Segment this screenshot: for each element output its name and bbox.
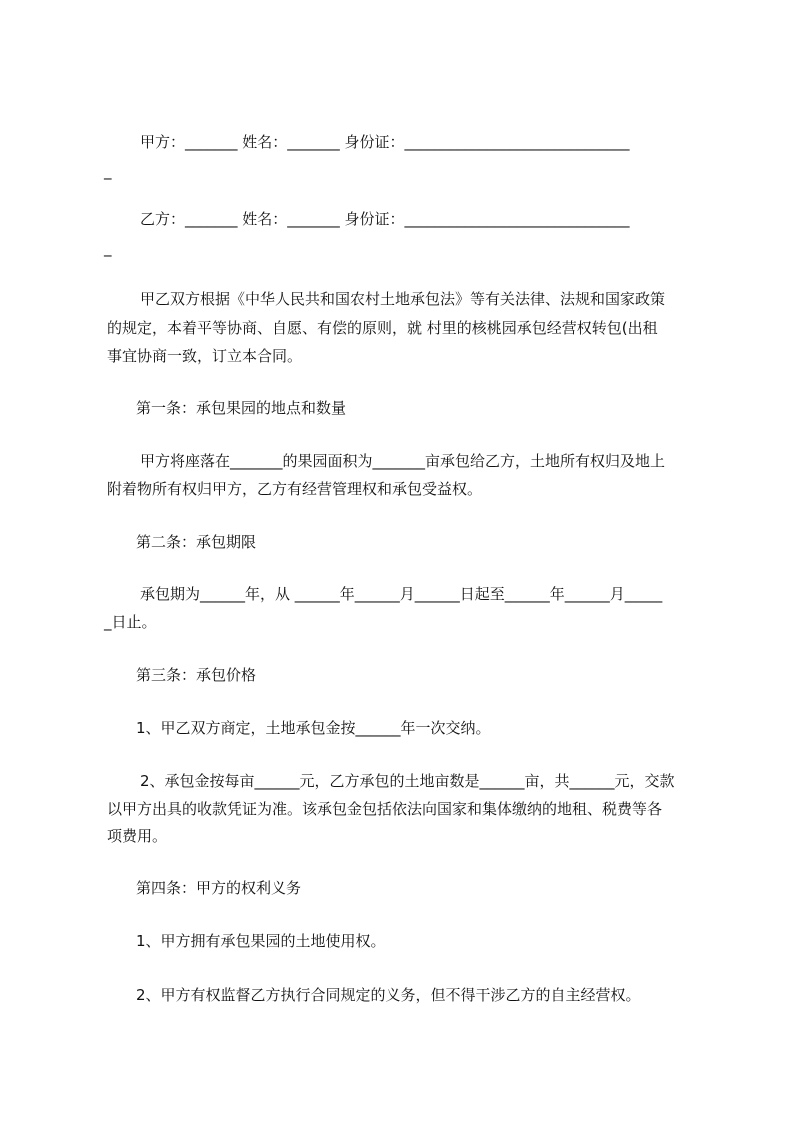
preamble-line-3: 事宜协商一致，订立本合同。 xyxy=(107,347,303,365)
party-b-line-continued: _ xyxy=(104,239,112,257)
article-4-item-1: 1、甲方拥有承包果园的土地使用权。 xyxy=(136,932,386,950)
preamble-line-2: 的规定，本着平等协商、自愿、有偿的原则，就 村里的核桃园承包经营权转包(出租 xyxy=(107,319,658,337)
article-3-item-2-line-3: 项费用。 xyxy=(107,827,168,845)
article-4-item-2: 2、甲方有权监督乙方执行合同规定的义务，但不得干涉乙方的自主经营权。 xyxy=(136,986,641,1004)
article-4-title: 第四条：甲方的权利义务 xyxy=(136,879,302,897)
article-2-title: 第二条：承包期限 xyxy=(136,533,257,551)
article-3-title: 第三条：承包价格 xyxy=(136,666,257,684)
party-b-line: 乙方：_______ 姓名：_______ 身份证：______________________________ xyxy=(140,210,630,228)
article-1-line-2: 附着物所有权归甲方，乙方有经营管理权和承包受益权。 xyxy=(107,480,483,498)
article-2-line-1: 承包期为______年，从 ______年______月______日起至______年______月_____ xyxy=(140,585,663,603)
article-3-item-2-line-2: 以甲方出具的收款凭证为准。该承包金包括依法向国家和集体缴纳的地租、税费等各 xyxy=(107,800,663,818)
article-3-item-2-line-1: 2、承包金按每亩______元，乙方承包的土地亩数是______亩，共______元，交款 xyxy=(140,772,675,790)
party-a-line: 甲方：_______ 姓名：_______ 身份证：______________________________ xyxy=(140,133,630,151)
party-a-line-continued: _ xyxy=(104,162,112,180)
preamble-line-1: 甲乙双方根据《中华人民共和国农村土地承包法》等有关法律、法规和国家政策 xyxy=(140,290,666,308)
article-2-line-2: _日止。 xyxy=(104,613,157,631)
article-1-line-1: 甲方将座落在_______的果园面积为_______亩承包给乙方，土地所有权归及地上 xyxy=(140,452,666,470)
article-3-item-1: 1、甲乙双方商定，土地承包金按______年一次交纳。 xyxy=(136,719,491,737)
article-1-title: 第一条：承包果园的地点和数量 xyxy=(136,399,347,417)
